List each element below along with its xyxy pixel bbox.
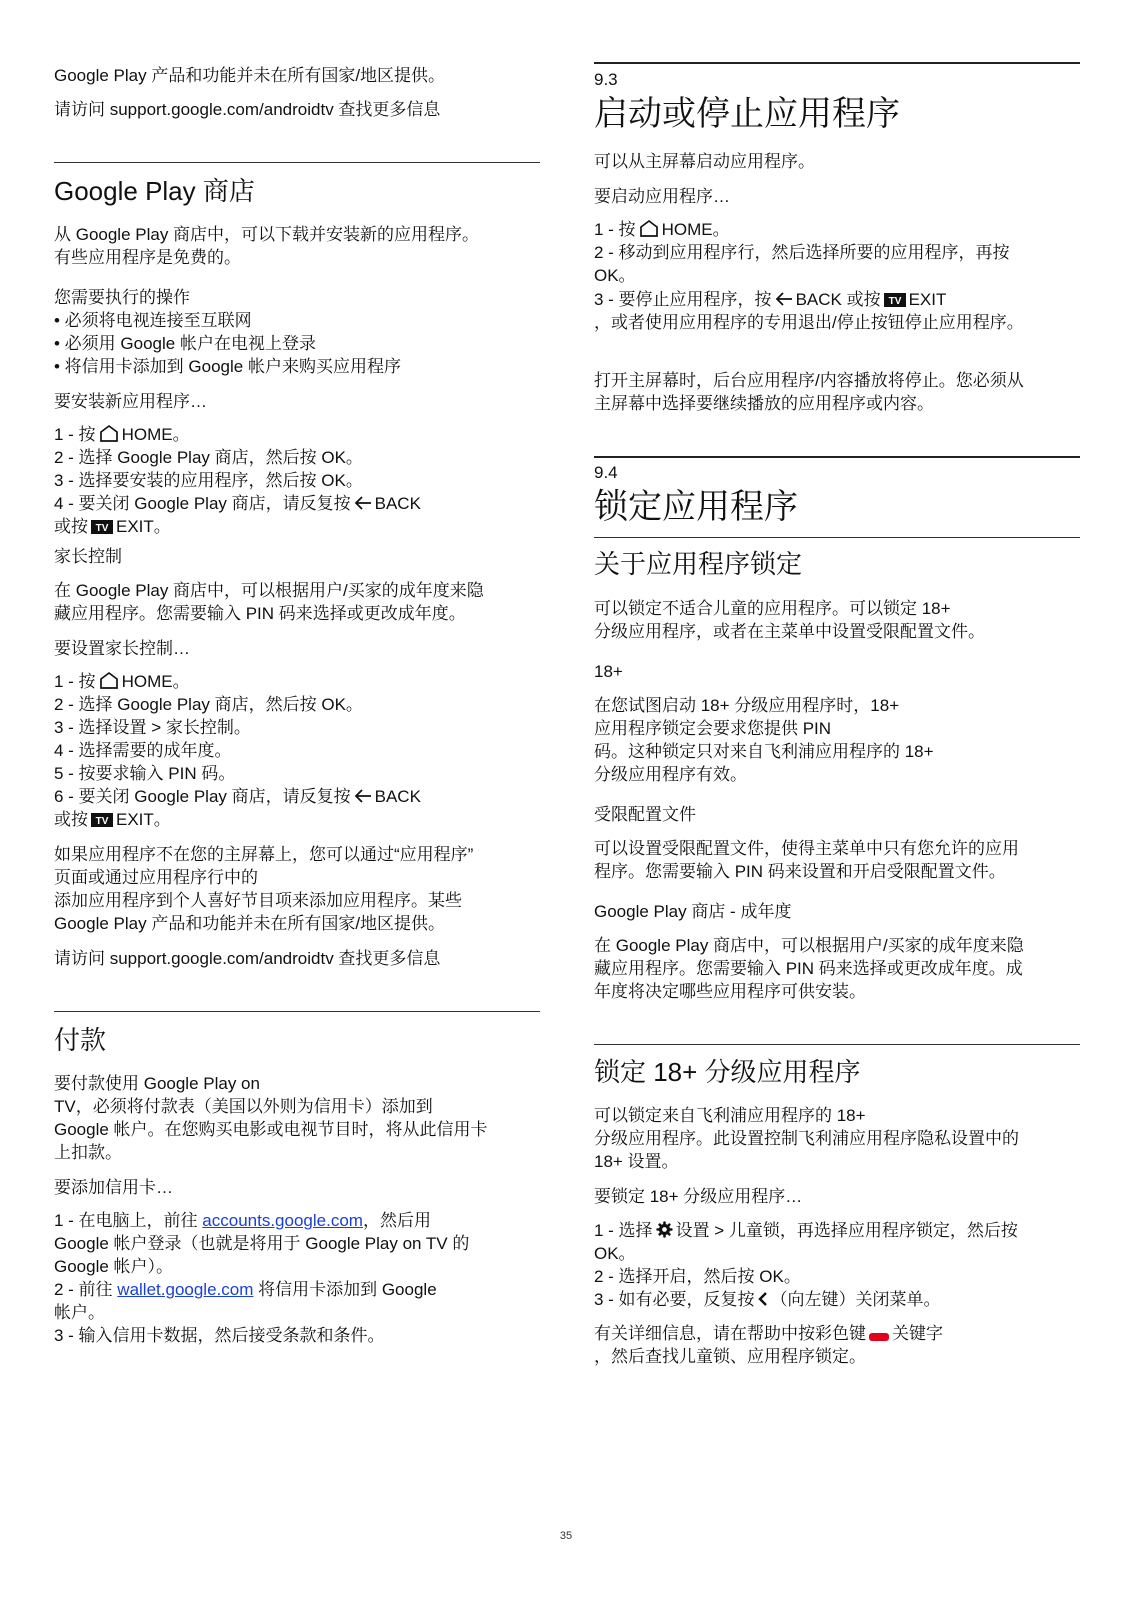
- extra-info-line: 页面或通过应用程序行中的: [54, 868, 258, 887]
- lock-18-step-1-cont: OK。: [594, 1244, 636, 1263]
- lock-18-intro-line: 18+ 设置。: [594, 1152, 679, 1171]
- age-18-line: 分级应用程序有效。: [594, 765, 747, 784]
- parental-step-6-cont: 或按 TV EXIT。: [54, 810, 171, 829]
- requirement-item: • 将信用卡添加到 Google 帐户来购买应用程序: [54, 357, 401, 376]
- install-heading: 要安装新应用程序…: [54, 392, 207, 411]
- start-step-3: 3 - 要停止应用程序，按 BACK 或按 TV EXIT: [594, 290, 947, 309]
- start-step-2-cont: OK。: [594, 266, 636, 285]
- extra-info-line: 添加应用程序到个人喜好节目项来添加应用程序。某些: [54, 891, 462, 910]
- parental-step-5: 5 - 按要求输入 PIN 码。: [54, 764, 236, 783]
- start-step-1: 1 - 按 HOME。: [594, 220, 730, 239]
- add-card-heading: 要添加信用卡…: [54, 1178, 173, 1197]
- lock-18-step-1: 1 - 选择 设置 > 儿童锁，再选择应用程序锁定，然后按: [594, 1221, 1018, 1240]
- help-info-line-cont: ，然后查找儿童锁、应用程序锁定。: [594, 1347, 866, 1366]
- age-18-line: 应用程序锁定会要求您提供 PIN: [594, 719, 832, 738]
- google-play-age-heading: Google Play 商店 - 成年度: [594, 902, 792, 921]
- tv-icon: [884, 293, 906, 307]
- lock-18-intro-line: 可以锁定来自飞利浦应用程序的 18+: [594, 1106, 866, 1125]
- svg-text:TV: TV: [95, 816, 109, 827]
- google-play-age-line: 在 Google Play 商店中，可以根据用户/买家的成年度来隐: [594, 936, 1024, 955]
- extra-info-line: Google Play 产品和功能并未在所有国家/地区提供。: [54, 914, 446, 933]
- intro-visit: 请访问 support.google.com/androidtv 查找更多信息: [54, 100, 441, 119]
- divider: [54, 1011, 540, 1012]
- install-step-1: 1 - 按 HOME。: [54, 425, 190, 444]
- divider: [594, 1044, 1080, 1045]
- start-step-3-cont: ，或者使用应用程序的专用退出/停止按钮停止应用程序。: [594, 313, 1024, 332]
- lock-18-heading: 要锁定 18+ 分级应用程序…: [594, 1187, 803, 1206]
- parental-step-1: 1 - 按 HOME。: [54, 672, 190, 691]
- lock-18-intro-line: 分级应用程序。此设置控制飞利浦应用程序隐私设置中的: [594, 1129, 1019, 1148]
- parental-intro-line: 藏应用程序。您需要输入 PIN 码来选择或更改成年度。: [54, 604, 466, 623]
- extra-info-line: 如果应用程序不在您的主屏幕上，您可以通过“应用程序”: [54, 845, 474, 864]
- chevron-left-icon: [758, 1291, 768, 1307]
- lock-18-step-3: 3 - 如有必要，反复按 （向左键）关闭菜单。: [594, 1290, 941, 1309]
- restricted-profile-heading: 受限配置文件: [594, 805, 696, 824]
- start-heading: 要启动应用程序…: [594, 187, 730, 206]
- gear-icon: [656, 1221, 673, 1238]
- restricted-profile-line: 程序。您需要输入 PIN 码来设置和开启受限配置文件。: [594, 862, 1006, 881]
- accounts-google-link[interactable]: accounts.google.com: [202, 1211, 363, 1230]
- subsection-title-about-lock: 关于应用程序锁定: [594, 549, 803, 579]
- help-info-line: 有关详细信息，请在帮助中按彩色键 关键字: [594, 1324, 943, 1343]
- add-card-step-1: 1 - 在电脑上，前往 accounts.google.com，然后用: [54, 1211, 431, 1230]
- google-play-age-line: 年度将决定哪些应用程序可供安装。: [594, 982, 866, 1001]
- requirements-heading: 您需要执行的操作: [54, 288, 190, 307]
- subsection-title-lock-18: 锁定 18+ 分级应用程序: [594, 1057, 861, 1087]
- add-card-step-2-cont: 帐户。: [54, 1303, 105, 1322]
- age-18-heading: 18+: [594, 662, 623, 681]
- divider: [594, 537, 1080, 538]
- about-lock-line: 可以锁定不适合儿童的应用程序。可以锁定 18+: [594, 599, 951, 618]
- tv-icon: [91, 813, 113, 827]
- section-divider: [594, 62, 1080, 64]
- home-note-line: 打开主屏幕时，后台应用程序/内容播放将停止。您必须从: [594, 371, 1024, 390]
- store-intro-line: 有些应用程序是免费的。: [54, 248, 241, 267]
- install-step-4-cont: 或按 TV EXIT。: [54, 517, 171, 536]
- page-number: 35: [559, 1530, 573, 1542]
- section-title-google-play-store: Google Play 商店: [54, 176, 255, 206]
- parental-step-2: 2 - 选择 Google Play 商店，然后按 OK。: [54, 695, 363, 714]
- back-arrow-icon: [354, 495, 372, 511]
- parental-intro-line: 在 Google Play 商店中，可以根据用户/买家的成年度来隐: [54, 581, 484, 600]
- back-arrow-icon: [775, 291, 793, 307]
- add-card-step-1-cont: Google 帐户）。: [54, 1257, 174, 1276]
- parental-step-6: 6 - 要关闭 Google Play 商店，请反复按 BACK: [54, 787, 421, 806]
- svg-text:TV: TV: [95, 523, 109, 534]
- parental-set-heading: 要设置家长控制…: [54, 639, 190, 658]
- store-intro-line: 从 Google Play 商店中，可以下载并安装新的应用程序。: [54, 225, 480, 244]
- parental-step-3: 3 - 选择设置 > 家长控制。: [54, 718, 251, 737]
- home-icon: [639, 219, 659, 237]
- install-step-4: 4 - 要关闭 Google Play 商店，请反复按 BACK: [54, 494, 421, 513]
- add-card-step-2: 2 - 前往 wallet.google.com 将信用卡添加到 Google: [54, 1280, 437, 1299]
- install-step-2: 2 - 选择 Google Play 商店，然后按 OK。: [54, 448, 363, 467]
- section-number: 9.3: [594, 70, 618, 89]
- lock-18-step-2: 2 - 选择开启，然后按 OK。: [594, 1267, 801, 1286]
- parental-step-4: 4 - 选择需要的成年度。: [54, 741, 232, 760]
- install-step-3: 3 - 选择要安装的应用程序，然后按 OK。: [54, 471, 363, 490]
- age-18-line: 码。这种锁定只对来自飞利浦应用程序的 18+: [594, 742, 934, 761]
- intro-availability: Google Play 产品和功能并未在所有国家/地区提供。: [54, 66, 446, 85]
- requirement-item: • 必须将电视连接至互联网: [54, 311, 252, 330]
- store-visit: 请访问 support.google.com/androidtv 查找更多信息: [54, 949, 441, 968]
- section-title-start-stop-apps: 启动或停止应用程序: [594, 95, 900, 133]
- section-title-lock-apps: 锁定应用程序: [594, 488, 798, 526]
- age-18-line: 在您试图启动 18+ 分级应用程序时，18+: [594, 696, 900, 715]
- section-title-payment: 付款: [54, 1025, 107, 1055]
- payment-intro-line: TV，必须将付款表（美国以外则为信用卡）添加到: [54, 1097, 433, 1116]
- divider: [54, 162, 540, 163]
- section-divider: [594, 456, 1080, 458]
- add-card-step-1-cont: Google 帐户登录（也就是将用于 Google Play on TV 的: [54, 1234, 470, 1253]
- restricted-profile-line: 可以设置受限配置文件，使得主菜单中只有您允许的应用: [594, 839, 1019, 858]
- about-lock-line: 分级应用程序，或者在主菜单中设置受限配置文件。: [594, 622, 985, 641]
- svg-text:TV: TV: [888, 296, 901, 307]
- start-step-2: 2 - 移动到应用程序行，然后选择所要的应用程序，再按: [594, 243, 1010, 262]
- start-intro: 可以从主屏幕启动应用程序。: [594, 152, 815, 171]
- home-icon: [99, 671, 119, 689]
- payment-intro-line: Google 帐户。在您购买电影或电视节目时，将从此信用卡: [54, 1120, 488, 1139]
- payment-intro-line: 要付款使用 Google Play on: [54, 1074, 260, 1093]
- home-note-line: 主屏幕中选择要继续播放的应用程序或内容。: [594, 394, 934, 413]
- parental-control-heading: 家长控制: [54, 547, 122, 566]
- red-color-key-icon: [869, 1333, 889, 1341]
- section-number: 9.4: [594, 463, 618, 482]
- wallet-google-link[interactable]: wallet.google.com: [117, 1280, 254, 1299]
- requirement-item: • 必须用 Google 帐户在电视上登录: [54, 334, 316, 353]
- add-card-step-3: 3 - 输入信用卡数据，然后接受条款和条件。: [54, 1326, 385, 1345]
- payment-intro-line: 上扣款。: [54, 1143, 122, 1162]
- google-play-age-line: 藏应用程序。您需要输入 PIN 码来选择或更改成年度。成: [594, 959, 1023, 978]
- back-arrow-icon: [354, 788, 372, 804]
- tv-icon: [91, 520, 113, 534]
- home-icon: [99, 424, 119, 442]
